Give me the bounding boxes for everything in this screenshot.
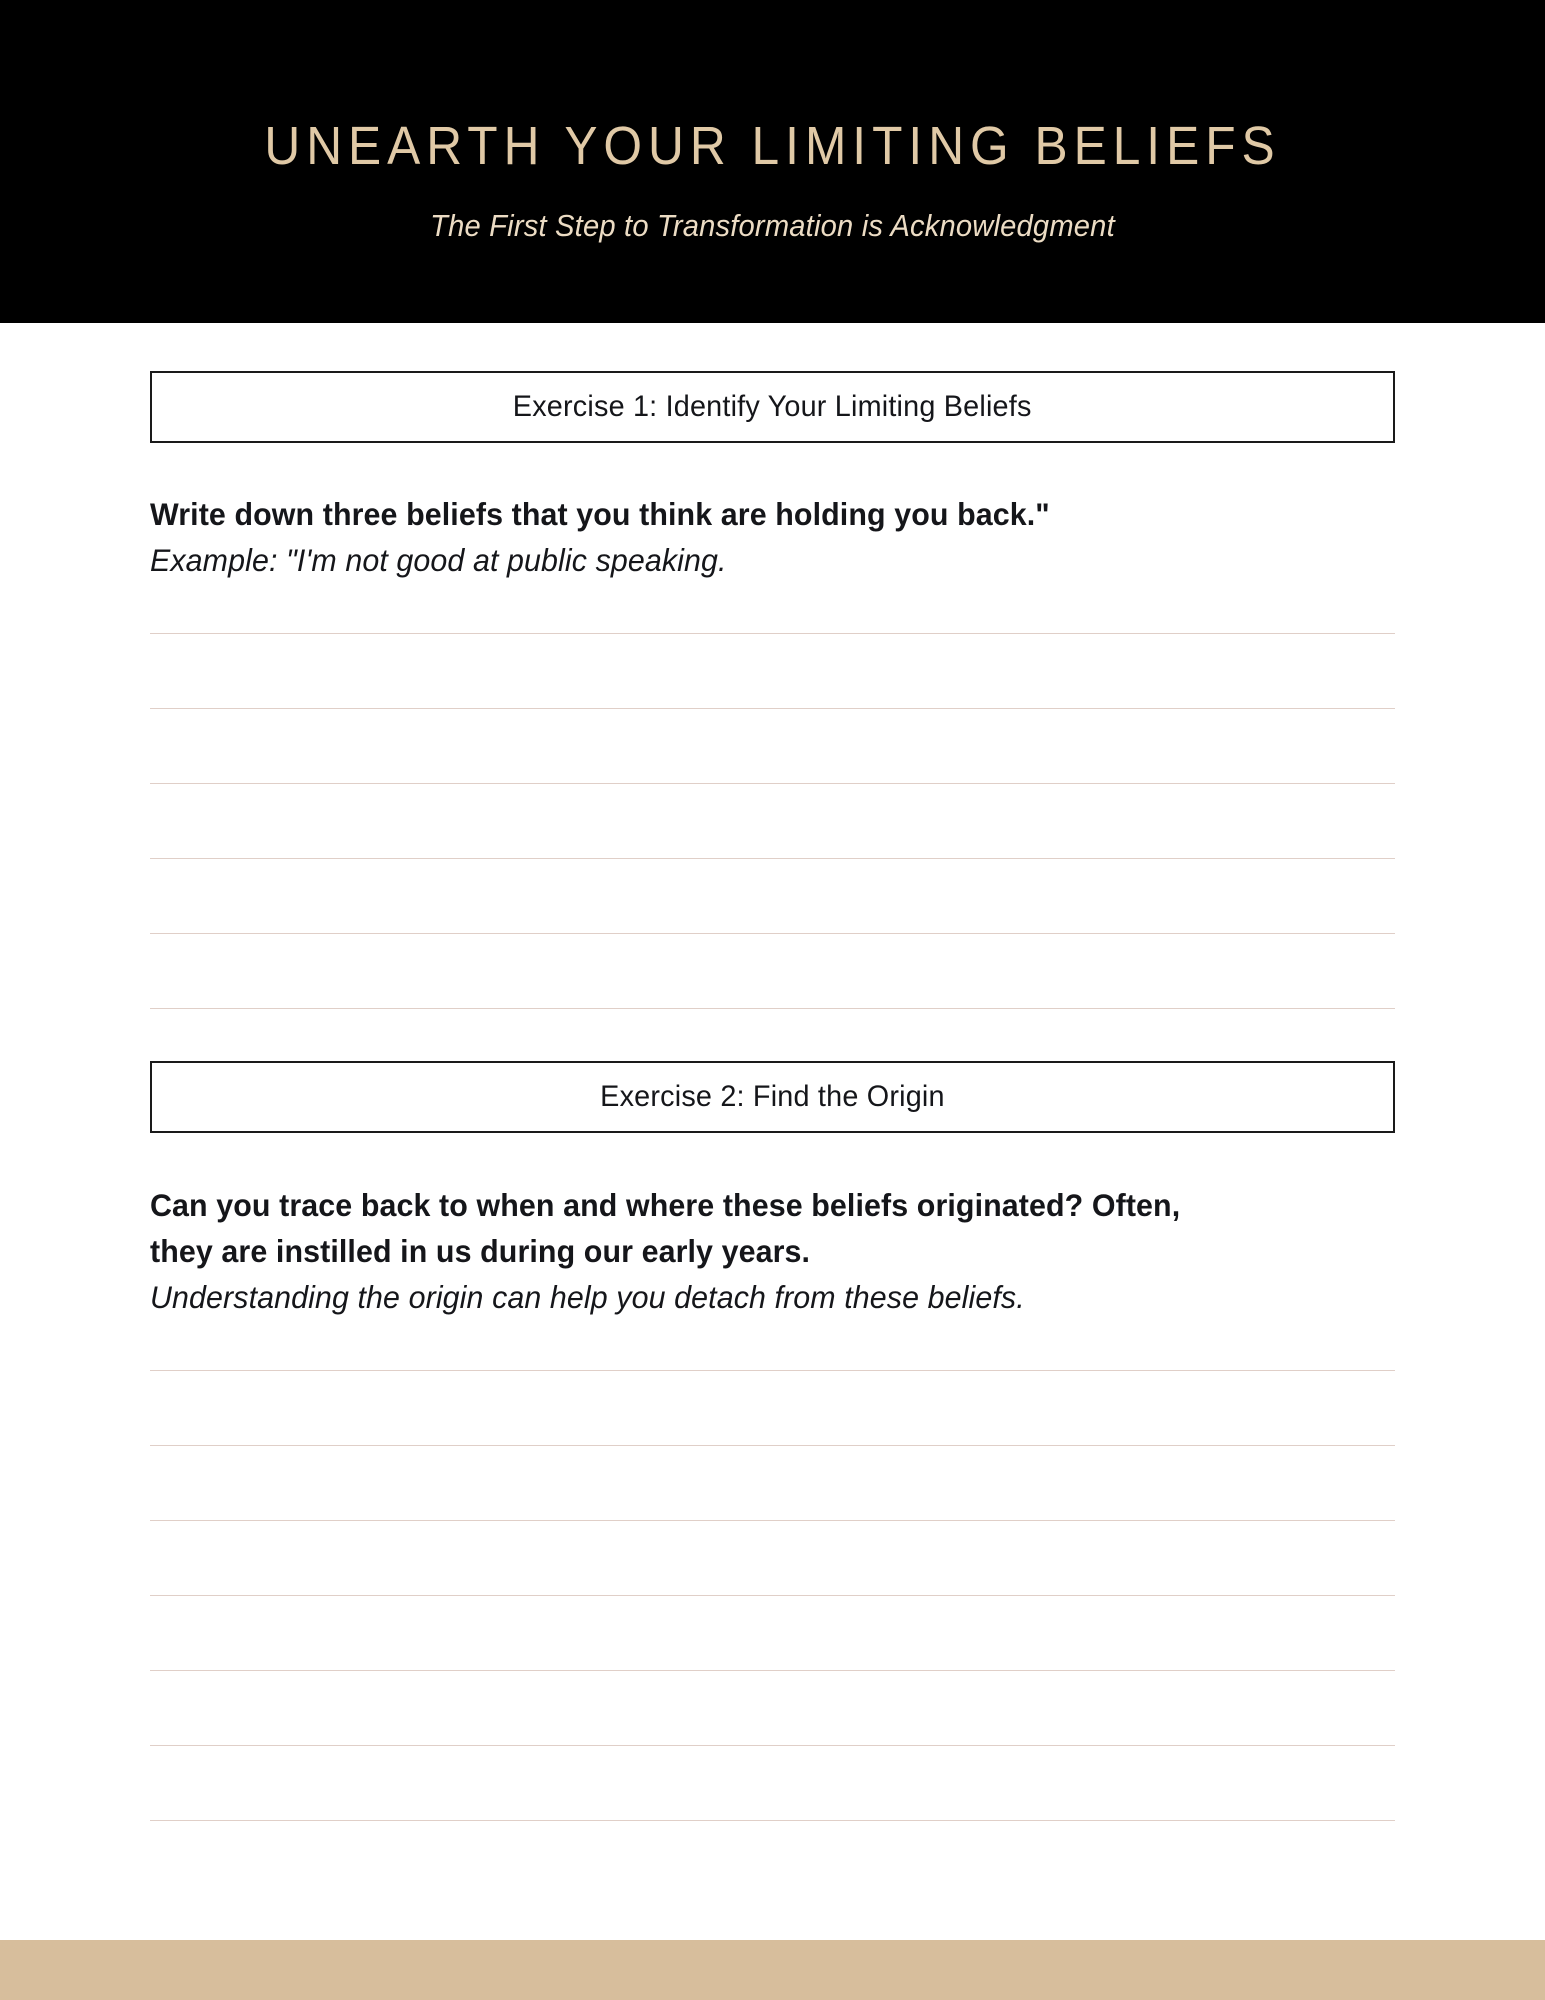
exercise-2-title: Exercise 2: Find the Origin	[600, 1080, 945, 1113]
writing-rule-line[interactable]	[150, 1820, 1395, 1821]
exercise-2-prompt-line-3: Understanding the origin can help you detach from these beliefs.	[150, 1279, 1025, 1315]
page-title: UNEARTH YOUR LIMITING BELIEFS	[264, 116, 1281, 176]
exercise-2-prompt-line-2: they are instilled in us during our early years.	[150, 1233, 811, 1269]
exercise-1-title: Exercise 1: Identify Your Limiting Beliefs	[513, 390, 1032, 423]
exercise-1-title-box	[150, 371, 1395, 443]
worksheet-content	[150, 323, 1395, 1821]
header-banner	[0, 0, 1545, 323]
exercise-1-writing-area[interactable]	[150, 633, 1395, 1009]
exercise-1-prompt-line-2: Example: "I'm not good at public speaking.	[150, 542, 727, 578]
exercise-1-prompt	[150, 491, 1395, 583]
footer-banner	[0, 1940, 1545, 2000]
exercise-2-prompt	[150, 1182, 1395, 1320]
exercise-2-title-box	[150, 1061, 1395, 1133]
exercise-2-writing-area[interactable]	[150, 1370, 1395, 1821]
exercise-2-prompt-line-1: Can you trace back to when and where these beliefs originated? Often,	[150, 1187, 1181, 1223]
exercise-1-prompt-line-1: Write down three beliefs that you think are holding you back."	[150, 496, 1050, 532]
page-subtitle: The First Step to Transformation is Acknowledgment	[430, 208, 1115, 243]
